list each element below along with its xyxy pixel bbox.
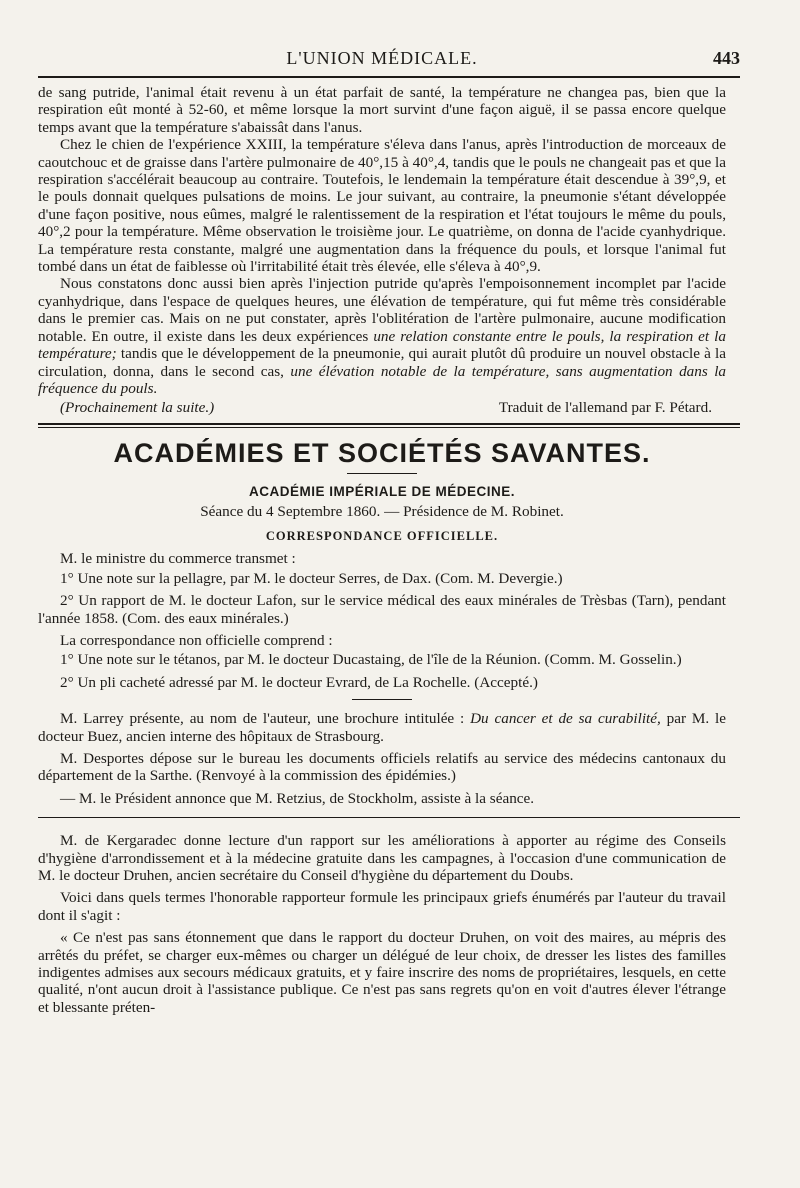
- header-rule: [38, 76, 740, 78]
- section-divider: [38, 423, 740, 428]
- list-item: 2° Un pli cacheté adressé par M. le docteur Evrard, de La Rochelle. (Accepté.): [60, 673, 538, 691]
- text-run: M. Larrey présente, au nom de l'auteur, une brochure intitulée :: [60, 710, 471, 728]
- list-item: 2° Un rapport de M. le docteur Lafon, sur le service médical des eaux minérales de Trèsbas (Tarn), pendant l'année 1858. (Com. des eaux minérales.): [38, 592, 726, 627]
- academy-heading: ACADÉMIE IMPÉRIALE DE MÉDECINE.: [248, 484, 516, 500]
- section-title: ACADÉMIES ET SOCIÉTÉS SAVANTES.: [113, 438, 651, 469]
- italic-run: une élévation notable de la température, sans augmentation dans la fréquence du pouls.: [38, 362, 727, 397]
- paragraph-conclusion: [38, 275, 726, 397]
- unofficial-intro: La correspondance non officielle comprend :: [60, 631, 333, 649]
- paragraph: de sang putride, l'animal était revenu à un état parfait de santé, la température ne changea pas, bien que la respiration eût monté à 52-60, et même lorsque la mort survint d'une façon aiguë, il se passa encore quelque temps avant que la température s'abaissât dans l'anus.: [38, 84, 726, 136]
- official-intro: M. le ministre du commerce transmet :: [60, 550, 296, 568]
- meeting-line: Séance du 4 Septembre 1860. — Présidence de M. Robinet.: [200, 503, 564, 521]
- italic-run: Du cancer et de sa curabilité,: [470, 710, 661, 728]
- translator-credit: Traduit de l'allemand par F. Pétard.: [498, 399, 712, 417]
- running-head: [38, 40, 740, 76]
- article-closing: [38, 399, 726, 417]
- correspondence-heading: CORRESPONDANCE OFFICIELLE.: [265, 529, 499, 544]
- article-end: [38, 84, 726, 397]
- larrey-paragraph: [38, 710, 726, 745]
- proceedings: [38, 550, 726, 1016]
- page-number: 443: [713, 48, 740, 68]
- list-item: 1° Une note sur le tétanos, par M. le docteur Ducastaing, de l'île de la Réunion. (Comm. M. Gosselin.): [60, 651, 682, 669]
- text-run: tandis que le développement de la pneumonie, qui aurait plutôt dû produire un nouvel obstacle à la circulation, donna, dans le second cas,: [38, 345, 726, 380]
- running-title: L'UNION MÉDICALE.: [286, 48, 478, 68]
- continued-note: (Prochainement la suite.): [60, 399, 215, 417]
- list-item: 1° Une note sur la pellagre, par M. le docteur Serres, de Dax. (Com. M. Devergie.): [60, 569, 563, 587]
- president-paragraph: — M. le Président annonce que M. Retzius, de Stockholm, assiste à la séance.: [60, 789, 535, 807]
- separator: [38, 817, 740, 818]
- reporter-paragraph: Voici dans quels termes l'honorable rapporteur formule les principaux griefs énumérés par l'auteur du travail dont il s'agit :: [38, 889, 726, 924]
- text-run: Nous constatons donc aussi bien après l'injection putride qu'après l'empoisonnement incomplet par l'acide cyanhydrique, dans l'espace de quelques heures, une élévation de température, qui fut même très considérable dans le premier cas. Mais on ne put constater, après l'oblitération de l'artère pulmonaire, aucune modification notable. En outre, il existe dans les deux expériences: [38, 275, 726, 345]
- separator: [352, 699, 412, 700]
- paragraph: Chez le chien de l'expérience XXIII, la température s'éleva dans l'anus, après l'introduction de morceaux de caoutchouc et de graisse dans l'artère pulmonaire de 40°,15 à 40°,4, tandis que le pouls ne changeait pas et que la respiration s'accélérait beaucoup au contraire. Toutefois, le lendemain la température était descendue à 39°,9, et le pouls donnait quelques pulsations de moins. Le jour suivant, au contraire, la pneumonie s'étant développée d'une façon positive, nous eûmes, malgré le ralentissement de la respiration et l'état toujours le même du pouls, 40°,2 pour la température. Même observation le troisième jour. Le quatrième, on donna de l'acide cyanhydrique. La température resta constante, malgré une augmentation dans la fréquence du pouls, et lorsque l'animal fut tombé dans un état de faiblesse où l'irritabilité était très élevée, elle s'éleva à 40°,9.: [38, 136, 726, 276]
- desportes-paragraph: M. Desportes dépose sur le bureau les documents officiels relatifs au service des médecins cantonaux du département de la Sarthe. (Renvoyé à la commission des épidémies.): [38, 749, 726, 785]
- italic-run: une relation constante entre le pouls, la respiration et la température;: [38, 327, 726, 363]
- kergaradec-paragraph: M. de Kergaradec donne lecture d'un rapport sur les améliorations à apporter au régime des Conseils d'hygiène d'arrondissement et à la médecine gratuite dans les campagnes, à l'occasion d'une communication de M. le docteur Druhen, ancien secrétaire du Conseil d'hygiène du département du Doubs.: [38, 832, 726, 884]
- short-rule: [347, 473, 417, 474]
- text-run: par M. le docteur Buez, ancien interne des hôpitaux de Strasbourg.: [38, 710, 727, 745]
- quote-paragraph: « Ce n'est pas sans étonnement que dans le rapport du docteur Druhen, on voit des maires, au mépris des arrêtés du préfet, se charger eux-mêmes ou charger un délégué de leur choix, de dresser les listes des familles indigentes admises aux secours médicaux gratuits, et y faire inscrire des noms de propriétaires, lesquels, en cette qualité, n'ont aucun droit à l'assistance publique. Ce n'est pas sans regrets qu'on en voit d'autres élever l'étrange et blessante préten-: [38, 929, 726, 1016]
